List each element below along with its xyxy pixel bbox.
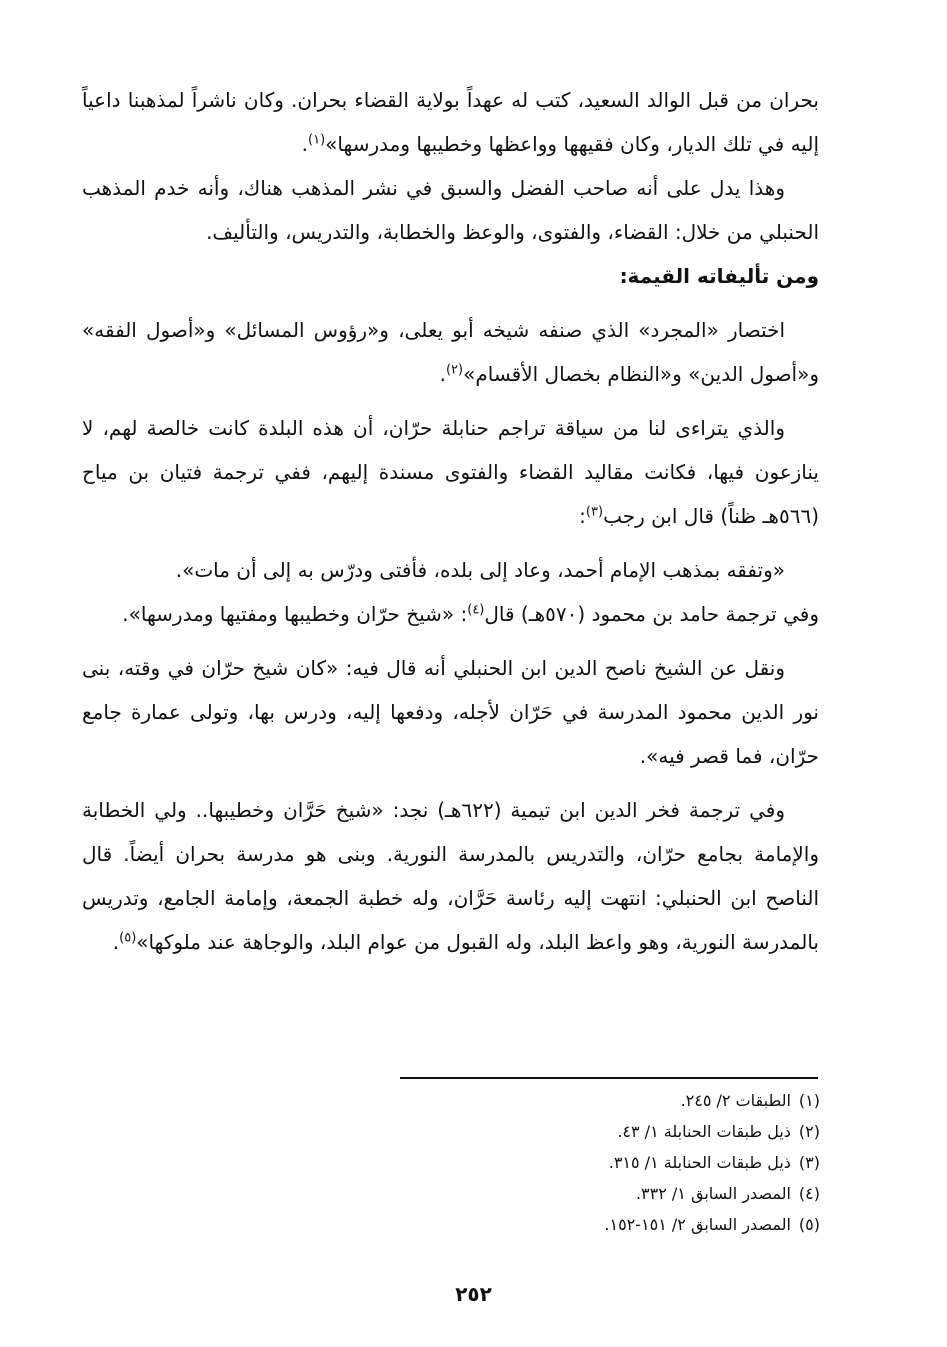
footnote-ref-4[interactable]: (٤) xyxy=(467,602,485,618)
paragraph-1-end: . xyxy=(301,132,309,156)
paragraph-4 xyxy=(82,406,819,538)
paragraph-6-end: : «شيخ حرّان وخطيبها ومفتيها ومدرسها». xyxy=(122,602,468,626)
footnote-number: (٥) xyxy=(798,1215,820,1234)
footnote-number: (٣) xyxy=(798,1153,820,1172)
footnote-number: (٢) xyxy=(798,1122,820,1141)
footnote-text: ذيل طبقات الحنابلة ١/ ٤٣. xyxy=(617,1122,791,1141)
page-number: ٢٥٢ xyxy=(455,1282,492,1306)
paragraph-5-quote: «وتفقه بمذهب الإمام أحمد، وعاد إلى بلده، فأفتى ودرّس به إلى أن مات». xyxy=(175,558,785,582)
footnote-ref-5[interactable]: (٥) xyxy=(119,930,137,946)
footnote-text: المصدر السابق ١/ ٣٣٢. xyxy=(635,1184,791,1203)
footnote-3 xyxy=(320,1147,820,1178)
footnotes xyxy=(320,1085,820,1240)
paragraph-3 xyxy=(82,308,819,396)
footnote-ref-1[interactable]: (١) xyxy=(308,132,326,148)
paragraph-8-end: . xyxy=(112,930,120,954)
footnote-separator xyxy=(400,1077,818,1079)
paragraph-4-end: : xyxy=(579,504,586,528)
footnote-text: الطبقات ٢/ ٢٤٥. xyxy=(680,1091,791,1110)
paragraph-3-text: اختصار «المجرد» الذي صنفه شيخه أبو يعلى، و«رؤوس المسائل» و«أصول الفقه» و«أصول الدين» و«النظام بخصال الأقسام» xyxy=(82,318,819,386)
footnote-text: المصدر السابق ٢/ ١٥١-١٥٢. xyxy=(604,1215,791,1234)
footnote-ref-3[interactable]: (٣) xyxy=(585,504,604,520)
footnote-2 xyxy=(320,1116,820,1147)
page-body xyxy=(82,78,819,964)
footnote-number: (٤) xyxy=(798,1184,820,1203)
paragraph-6 xyxy=(82,592,819,636)
paragraph-8 xyxy=(82,788,819,964)
paragraph-1-text: بحران من قبل الوالد السعيد، كتب له عهداً بولاية القضاء بحران. وكان ناشراً لمذهبنا داعياً إليه في تلك الديار، وكان فقيهها وواعظها وخطيبها ومدرسها» xyxy=(82,88,819,156)
paragraph-7: ونقل عن الشيخ ناصح الدين ابن الحنبلي أنه قال فيه: «كان شيخ حرّان في وقته، بنى نور الدين محمود المدرسة في حَرّان لأجله، ودفعها إليه، ودرس بها، وتولى عمارة جامع حرّان، فما قصر فيه». xyxy=(82,656,819,768)
paragraph-4-text: والذي يتراءى لنا من سياقة تراجم حنابلة حرّان، أن هذه البلدة كانت خالصة لهم، لا ينازعون فيها، فكانت مقاليد القضاء والفتوى مسندة إليهم، ففي ترجمة فتيان بن مياح (٥٦٦هـ ظناً) قال ابن رجب xyxy=(82,416,819,528)
section-heading: ومن تأليفاته القيمة: xyxy=(619,264,819,288)
paragraph-8-text: وفي ترجمة فخر الدين ابن تيمية (٦٢٢هـ) نجد: «شيخ حَرَّان وخطيبها.. ولي الخطابة والإمامة بجامع حرّان، والتدريس بالمدرسة النورية. وبنى هو مدرسة بحران أيضاً. قال الناصح ابن الحنبلي: انتهت إليه رئاسة حَرَّان، وله خطبة الجمعة، وإمامة الجامع، وتدريس بالمدرسة النورية، وهو واعظ البلد، وله القبول من عوام البلد، والوجاهة عند ملوكها» xyxy=(82,798,819,954)
footnote-5 xyxy=(320,1209,820,1240)
footnote-text: ذيل طبقات الحنابلة ١/ ٣١٥. xyxy=(608,1153,791,1172)
paragraph-2: وهذا يدل على أنه صاحب الفضل والسبق في نشر المذهب هناك، وأنه خدم المذهب الحنبلي من خلال: القضاء، والفتوى، والوعظ والخطابة، والتدريس، والتأليف. xyxy=(82,176,819,244)
paragraph-1 xyxy=(82,78,819,166)
paragraph-3-end: . xyxy=(439,362,446,386)
footnote-number: (١) xyxy=(798,1091,820,1110)
footnote-1 xyxy=(320,1085,820,1116)
footnote-4 xyxy=(320,1178,820,1209)
paragraph-6-text: وفي ترجمة حامد بن محمود (٥٧٠هـ) قال xyxy=(484,602,819,626)
footnote-ref-2[interactable]: (٢) xyxy=(445,362,464,378)
